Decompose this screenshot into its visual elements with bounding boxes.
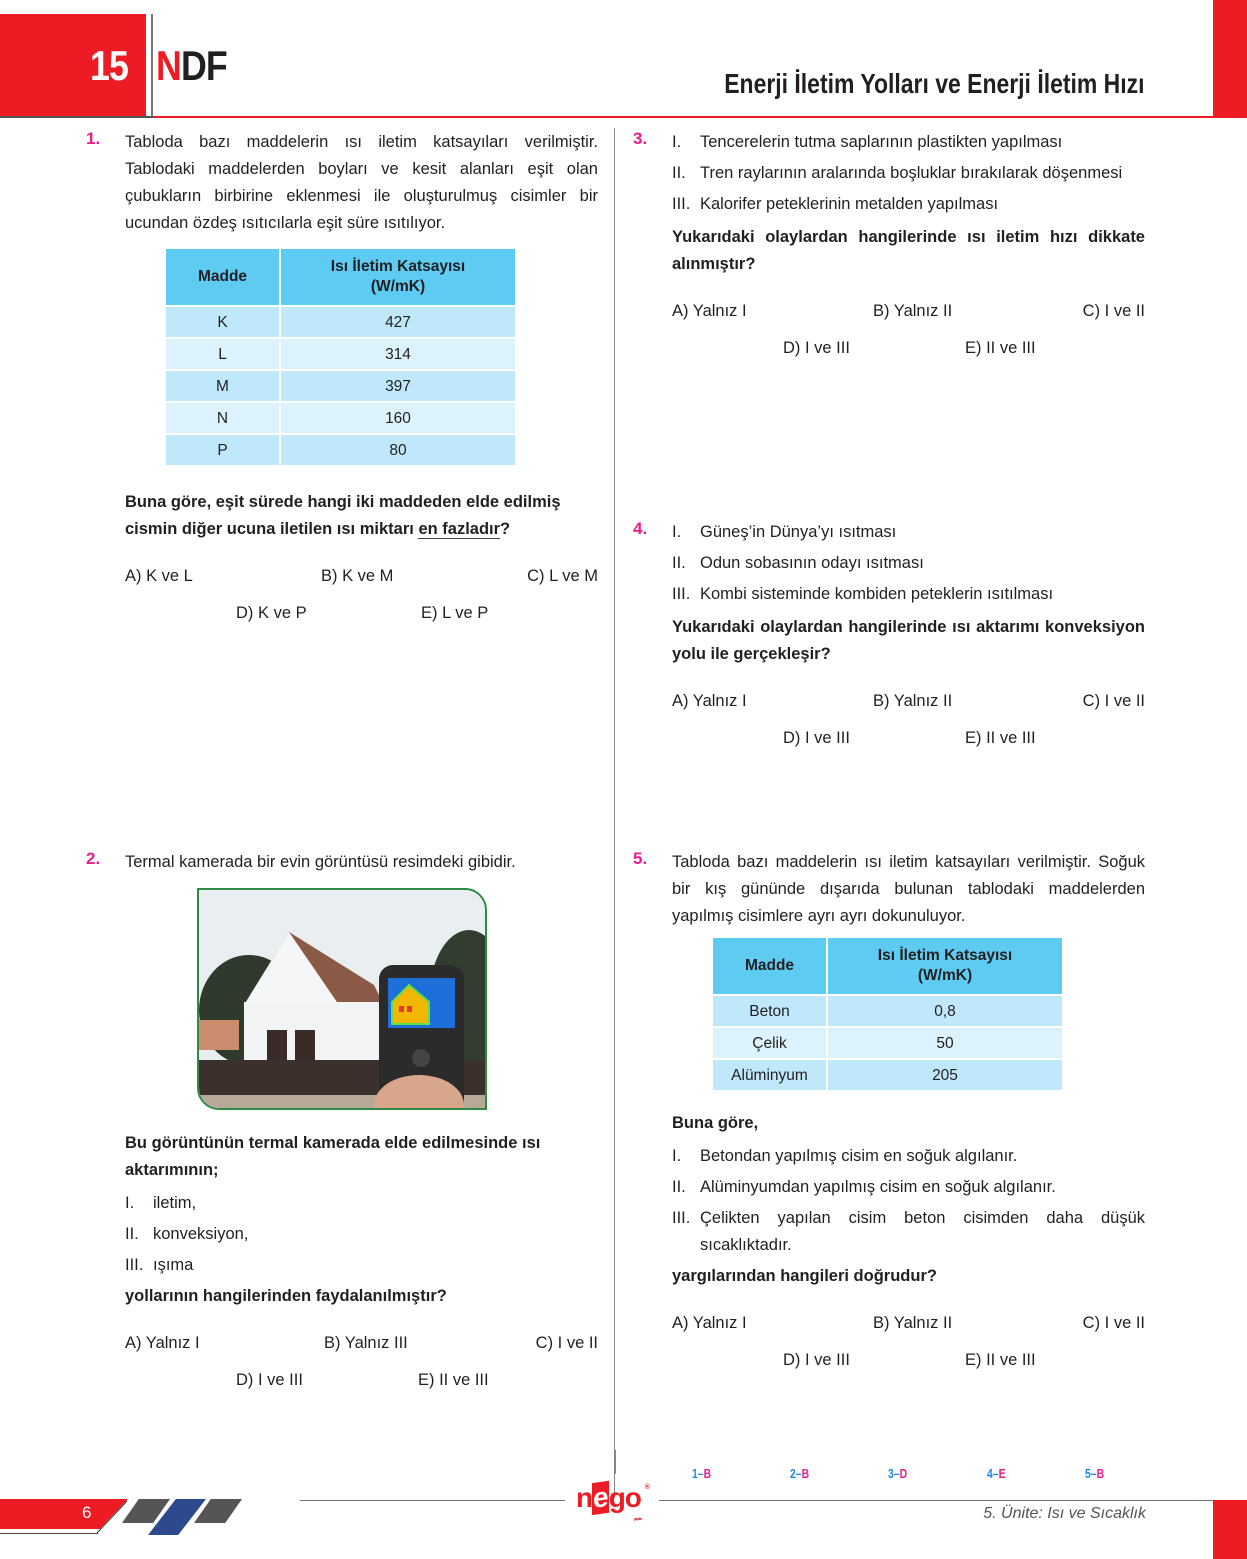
cell-madde: Çelik xyxy=(713,1028,826,1058)
unit-title: 5. Ünite: Isı ve Sıcaklık xyxy=(983,1505,1146,1522)
table-header-katsayi xyxy=(281,249,515,305)
answer-key-letter: B xyxy=(801,1466,810,1481)
header-left-rule xyxy=(0,116,153,118)
question-prompt: Yukarıdaki olaylardan hangilerinde ısı iletim hızı dikkate alınmıştır? xyxy=(672,228,1145,273)
cell-madde: Alüminyum xyxy=(713,1060,826,1090)
option-b[interactable]: B) Yalnız III xyxy=(324,1334,408,1352)
table-row xyxy=(166,435,515,465)
question-prompt xyxy=(125,489,598,543)
item-numeral: III. xyxy=(672,1209,691,1227)
conductivity-table xyxy=(711,936,1064,1092)
registered-icon: ® xyxy=(644,1484,649,1491)
item-numeral: I. xyxy=(672,523,682,541)
table-row xyxy=(166,307,515,337)
thermal-camera-house-photo xyxy=(197,888,487,1110)
list-item xyxy=(672,160,1145,187)
option-e[interactable]: E) II ve III xyxy=(965,1351,1036,1369)
option-c[interactable]: C) I ve II xyxy=(1082,692,1145,710)
footer-divider-tick xyxy=(615,1450,616,1474)
prompt-text: Buna göre, eşit sürede hangi iki maddeden elde edilmiş cismin diğer ucuna iletilen ısı miktarı xyxy=(125,493,561,538)
item-numeral: I. xyxy=(125,1194,135,1212)
question-number: 3. xyxy=(633,129,648,148)
answer-key-item xyxy=(1085,1466,1104,1481)
option-c[interactable]: C) I ve II xyxy=(1082,1314,1145,1332)
list-item xyxy=(125,1190,598,1217)
item-list xyxy=(125,1190,598,1279)
item-numeral: II. xyxy=(672,554,686,572)
cell-value: 397 xyxy=(281,371,515,401)
table-row xyxy=(713,1060,1062,1090)
cell-madde: M xyxy=(166,371,279,401)
item-numeral: II. xyxy=(672,164,686,182)
brand-rest: DF xyxy=(180,42,227,89)
list-item xyxy=(672,1205,1145,1259)
house-image-icon xyxy=(199,890,487,1110)
list-item xyxy=(672,129,1145,156)
footer-left-rule xyxy=(0,1533,98,1534)
header-unit: (W/mK) xyxy=(370,278,426,295)
table-header-madde: Madde xyxy=(166,249,279,305)
item-text: konveksiyon, xyxy=(153,1225,249,1243)
header-divider xyxy=(151,14,153,118)
option-d[interactable]: D) I ve III xyxy=(783,1351,850,1369)
option-a[interactable]: A) Yalnız I xyxy=(125,1334,200,1352)
logo-subtitle: yayınları xyxy=(633,1516,641,1521)
list-item xyxy=(672,1174,1145,1201)
cell-madde: N xyxy=(166,403,279,433)
question-number: 4. xyxy=(633,519,648,538)
question-number: 2. xyxy=(86,849,101,868)
header-brand xyxy=(156,42,227,90)
answer-options xyxy=(672,688,1145,768)
item-numeral: I. xyxy=(672,133,682,151)
cell-value: 160 xyxy=(281,403,515,433)
question-lead: Bu görüntünün termal kamerada elde edilmesinde ısı aktarımının; xyxy=(125,1134,541,1179)
brand-first-letter: N xyxy=(156,42,181,89)
item-list xyxy=(672,1143,1145,1259)
item-text: Betondan yapılmış cisim en soğuk algılanır. xyxy=(700,1147,1018,1165)
list-item xyxy=(672,191,1145,218)
cell-value: 205 xyxy=(828,1060,1062,1090)
option-e[interactable]: E) L ve P xyxy=(421,604,489,622)
cell-value: 427 xyxy=(281,307,515,337)
question-text: Tabloda bazı maddelerin ısı iletim katsayıları verilmiştir. Tablodaki maddelerden boyları ve kesit alanları eşit olan çubukların birbirine eklenmesi ile oluşturulmuş cisimler bir ucundan özdeş ısıtıcılarla eşit süre ısıtılıyor. xyxy=(125,133,598,232)
answer-key-number: 3– xyxy=(888,1466,900,1481)
option-b[interactable]: B) Yalnız II xyxy=(873,302,953,320)
option-e[interactable]: E) II ve III xyxy=(965,339,1036,357)
item-numeral: III. xyxy=(125,1256,144,1274)
answer-key-letter: E xyxy=(998,1466,1006,1481)
answer-key-number: 4– xyxy=(987,1466,999,1481)
item-numeral: III. xyxy=(672,195,691,213)
logo-text: nego xyxy=(576,1480,641,1515)
question-text: Termal kamerada bir evin görüntüsü resimdeki gibidir. xyxy=(125,853,516,871)
table-row xyxy=(713,996,1062,1026)
item-numeral: II. xyxy=(672,1178,686,1196)
question-prompt: yollarının hangilerinden faydalanılmıştır? xyxy=(125,1287,447,1305)
cell-value: 314 xyxy=(281,339,515,369)
option-c[interactable]: C) I ve II xyxy=(1082,302,1145,320)
table-row xyxy=(166,403,515,433)
footer-rule-right xyxy=(659,1500,1214,1501)
option-c[interactable]: C) I ve II xyxy=(535,1334,598,1352)
option-d[interactable]: D) I ve III xyxy=(783,729,850,747)
answer-options xyxy=(125,1330,598,1410)
question-number: 1. xyxy=(86,129,101,148)
answer-key-letter: B xyxy=(1096,1466,1105,1481)
item-text: Tren raylarının aralarında boşluklar bırakılarak döşenmesi xyxy=(700,164,1123,182)
cell-madde: P xyxy=(166,435,279,465)
answer-key-item xyxy=(790,1466,809,1481)
answer-key-number: 5– xyxy=(1085,1466,1097,1481)
option-b[interactable]: B) K ve M xyxy=(321,567,394,585)
question-text: Tabloda bazı maddelerin ısı iletim katsayıları verilmiştir. Soğuk bir kış gününde dışarıda bulunan tablodaki maddelerden yapılmış cisimlere ayrı ayrı dokunuluyor. xyxy=(672,853,1145,925)
item-numeral: II. xyxy=(125,1225,139,1243)
question-number: 5. xyxy=(633,849,648,868)
list-item xyxy=(672,550,1145,577)
option-c[interactable]: C) L ve M xyxy=(527,567,598,585)
option-d[interactable]: D) I ve III xyxy=(236,1371,303,1389)
answer-key-letter: B xyxy=(703,1466,712,1481)
list-item xyxy=(125,1252,598,1279)
cell-value: 50 xyxy=(828,1028,1062,1058)
cell-madde: L xyxy=(166,339,279,369)
table-row xyxy=(166,339,515,369)
publisher-logo xyxy=(576,1480,649,1521)
answer-options xyxy=(672,298,1145,378)
item-text: Güneş’in Dünya’yı ısıtması xyxy=(700,523,897,541)
option-d[interactable]: D) I ve III xyxy=(783,339,850,357)
option-e[interactable]: E) II ve III xyxy=(965,729,1036,747)
prompt-emphasis: en fazladır xyxy=(418,520,501,538)
header-unit: (W/mK) xyxy=(917,967,973,984)
option-e[interactable]: E) II ve III xyxy=(418,1371,489,1389)
cell-madde: Beton xyxy=(713,996,826,1026)
item-text: Kombi sisteminde kombiden peteklerin ısıtılması xyxy=(700,585,1054,603)
cell-value: 0,8 xyxy=(828,996,1062,1026)
question-lead: Buna göre, xyxy=(672,1114,759,1132)
list-item xyxy=(672,581,1145,608)
page-number: 6 xyxy=(82,1503,92,1522)
item-numeral: III. xyxy=(672,585,691,603)
conductivity-table xyxy=(164,247,517,467)
answer-key-number: 1– xyxy=(692,1466,704,1481)
item-text: iletim, xyxy=(153,1194,197,1212)
footer-right-tab xyxy=(1213,1500,1247,1559)
list-item xyxy=(672,519,1145,546)
option-d[interactable]: D) K ve P xyxy=(236,604,307,622)
footer-rule xyxy=(300,1500,565,1501)
header-label: Isı İletim Katsayısı xyxy=(330,258,466,275)
column-divider xyxy=(614,128,615,1498)
cell-madde: K xyxy=(166,307,279,337)
item-text: Kalorifer peteklerinin metalden yapılması xyxy=(700,195,999,213)
option-a[interactable]: A) Yalnız I xyxy=(672,1314,747,1332)
item-text: Odun sobasının odayı ısıtması xyxy=(700,554,924,572)
option-b[interactable]: B) Yalnız II xyxy=(873,1314,953,1332)
answer-key-number: 2– xyxy=(790,1466,802,1481)
answer-key-item xyxy=(692,1466,711,1481)
table-header-katsayi xyxy=(828,938,1062,994)
item-text: Alüminyumdan yapılmış cisim en soğuk algılanır. xyxy=(700,1178,1056,1196)
option-a[interactable]: A) K ve L xyxy=(125,567,193,585)
prompt-end: ? xyxy=(500,520,511,538)
answer-options xyxy=(125,563,598,643)
page-title: Enerji İletim Yolları ve Enerji İletim Hızı xyxy=(723,68,1144,99)
header-rule xyxy=(153,116,1213,118)
header-label: Isı İletim Katsayısı xyxy=(877,947,1013,964)
answer-options xyxy=(672,1310,1145,1390)
item-text: Tencerelerin tutma saplarının plastikten yapılması xyxy=(700,133,1063,151)
option-a[interactable]: A) Yalnız I xyxy=(672,302,747,320)
table-header-madde: Madde xyxy=(713,938,826,994)
answer-key-item xyxy=(888,1466,907,1481)
header-page-badge: 15 xyxy=(90,42,129,89)
table-row xyxy=(713,1028,1062,1058)
item-text: ışıma xyxy=(153,1256,194,1274)
header-right-tab xyxy=(1213,0,1247,118)
option-a[interactable]: A) Yalnız I xyxy=(672,692,747,710)
list-item xyxy=(125,1221,598,1248)
cell-value: 80 xyxy=(281,435,515,465)
item-text: Çelikten yapılan cisim beton cisimden daha düşük sıcaklıktadır. xyxy=(700,1209,1145,1254)
option-b[interactable]: B) Yalnız II xyxy=(873,692,953,710)
question-prompt: Yukarıdaki olaylardan hangilerinde ısı aktarımı konveksiyon yolu ile gerçekleşir? xyxy=(672,618,1145,663)
item-numeral: I. xyxy=(672,1147,682,1165)
answer-key-item xyxy=(987,1466,1006,1481)
list-item xyxy=(672,1143,1145,1170)
question-prompt: yargılarından hangileri doğrudur? xyxy=(672,1267,937,1285)
table-row xyxy=(166,371,515,401)
answer-key-letter: D xyxy=(899,1466,908,1481)
